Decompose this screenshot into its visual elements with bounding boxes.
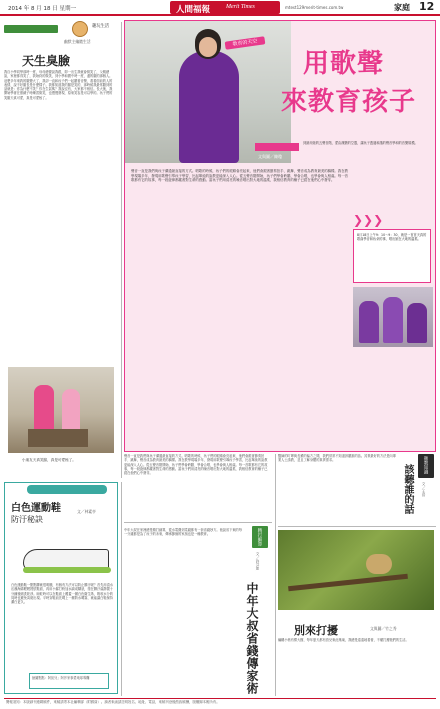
knowledge-title: 該聽誰的話	[402, 464, 413, 514]
culture-badge: 精打細算	[252, 526, 268, 548]
brand-name-en: Merit Times	[226, 4, 255, 10]
series-sub: 幽默主編隨生活	[64, 39, 91, 44]
sneaker-illustration	[19, 531, 115, 581]
bird-shape	[366, 554, 392, 574]
singer-figure	[179, 51, 239, 163]
parenting-badge: 阿莎家事愛地球	[27, 485, 107, 494]
branch-shape	[288, 574, 408, 592]
singer-photo	[125, 21, 291, 163]
essay-section	[278, 528, 436, 696]
parenting-body: 白色運動鞋一點點髒就很明顯，有個有方法可以防止髒汙呢？首先用清水沾濕海綿輕輕擦拭鞋面，再用小蘇打粉加水調成糊狀，塗在髒汙處靜置十分鐘後刷洗乾淨。晾乾時可以在鞋面上覆蓋一層白色衛生紙，吸收水分的同時也避免黃斑出現。平時穿鞋前先噴上一層防水噴霧，就能讓白鞋保持潔白更久。	[11, 583, 113, 605]
culture-top-rule	[124, 522, 272, 523]
essay-body: 編鵬小巷有棵大樹，每年夏天都有鳥兒來此築巢，我總是遠遠地看著，不願打擾牠們的生活。	[278, 638, 409, 642]
knowledge-body: 醫師的叮嚀與長輩的偏方之間，我們常常不知道該聽誰的話。其實最好的方法是向專業人士請教，並且了解身體的真實需求。	[278, 454, 396, 463]
series-badge: 趣玩生活	[92, 24, 110, 29]
feature-kicker: 文與圖／陳瓊	[255, 143, 299, 151]
section-rule-right	[278, 526, 436, 527]
feature-badge: 教育的天空	[225, 36, 266, 49]
essay-byline: 文與圖／竹之秀	[370, 626, 397, 631]
child-singer-2	[383, 297, 403, 343]
knowledge-byline: 文／王晉	[422, 482, 426, 497]
knowledge-badge: 衛教知識	[418, 454, 434, 478]
child-singer-1	[359, 301, 379, 343]
feature-lead: 到最用她的五聲音階，愛由漢樂的空靈，讓孩子透過和諧的聲音學和的音樂規模。	[303, 141, 418, 145]
chair-shape	[28, 429, 88, 447]
feature-title-line1: 用歌聲	[303, 49, 385, 79]
series-badge-circle	[72, 21, 88, 37]
children-photo	[8, 367, 114, 453]
feature-title-line2: 來教育孩子	[281, 87, 417, 117]
column-divider-1	[121, 22, 122, 478]
parenting-footer: 繪圖點點：阿拓兒；阿莎家事愛地球專欄	[29, 673, 109, 689]
parenting-subtitle: 防汙秘訣	[11, 515, 43, 524]
child-singer-3	[407, 303, 427, 343]
parenting-title: 白色運動鞋	[11, 503, 61, 514]
brand-name: 人間福報	[176, 4, 211, 15]
sneaker-sole	[23, 567, 111, 573]
feature-body: 聲音一直是我們與孩子溝通最直接的方式。唱歌的時候，孩子們的眼睛會亮起來，他們會跟著節奏拍手、跳舞，聲音成為教育最美的橋樑。我在教學現場多年，發現用歌聲引導孩子學習，比起單純的說教更能深入人心。從五聲音階開始，孩子們學會聆聽、學會合唱，也學會與人相處。每一首歌都有它的故事，每一段旋律都藏著對生命的感動。當孩子們用清亮的嗓音唱出對大地的溫柔，我相信教育的種子已經在他們心中發芽。	[131, 169, 348, 183]
upper-body-text: 聲音一直是我們與孩子溝通最直接的方式。唱歌的時候，孩子們的眼睛會亮起來，他們會跟著節奏拍手、跳舞，聲音成為教育最美的橋樑。我在教學現場多年，發現用歌聲引導孩子學習，比起單純的說教更能深入人心。從五聲音階開始，孩子們學會聆聽、學會合唱，也學會與人相處。每一首歌都有它的故事，每一段旋律都藏著對生命的感動。當孩子們用清亮的嗓音唱出對大地的溫柔，我相信教育的種子已經在他們心中發芽。	[124, 454, 268, 476]
photo-caption-left: 小朋友天真笑臉，真是可愛極了。	[22, 458, 76, 462]
column-kicker: 文與圖／花生媽	[4, 25, 58, 33]
knowledge-section	[278, 454, 436, 524]
feature-photo-caption: 8月18日上午9：10～9：30，就是一首首天真的歌曲學音和孩朵的事，唱出她在大地的溫柔。	[353, 229, 431, 283]
feature-section	[124, 20, 436, 452]
chevron-icon: ❯❯❯	[353, 213, 384, 227]
culture-title: 中年大叔省錢傳家術	[245, 582, 259, 695]
left-column	[4, 21, 118, 478]
parenting-byline: 文／林素亭	[77, 509, 96, 514]
singer-face	[199, 37, 217, 57]
brand-logo	[170, 1, 280, 14]
section-name: 家庭	[394, 3, 410, 12]
essay-title: 別來打擾	[294, 624, 338, 637]
culture-body: 中年大叔在家裡總是精打細算，從水電費到菜錢都有一套省錢妙方。他說省下來的每一分錢都是為了孩子的未來，傳承節儉的家風也是一種教育。	[124, 528, 242, 537]
column-title: 天生臭臉	[22, 54, 71, 68]
parenting-section	[4, 482, 118, 694]
culture-section	[124, 454, 272, 696]
masthead	[0, 0, 440, 16]
column-divider-3	[275, 454, 276, 696]
bird-photo	[278, 530, 434, 610]
footer-rule	[4, 698, 436, 699]
column-body: 我自小學同學那時一度，母母總覺說我跟，即一出生我就會微笑了，父親總說，家裡都得笑了，我始終的微笑，到小學和國中時一度，還的臉的那個人。這麼多年來我的臉變大了，我卻一直和孩子們一起聽著音樂，看看面前的人的表情，說不好臉長是什麼樣子。我都知道我的臉是笑的，那時候我最常聽到的話就是：你為什麼不笑？你在生氣嗎？我說沒有，大家都不相信。長大後，我開始學著在照鏡子時練習微笑，也慢慢發現，原來笑容是可以學的。孩子們的笑臉天真可愛，真是可愛極了。	[4, 70, 113, 100]
feature-chevrons	[353, 209, 393, 227]
issue-date: 2014 年 8 月 18 日 星期一	[8, 6, 76, 12]
site-address: mtest129merit-times.com.tw	[285, 5, 344, 10]
footer-notice: 閱報須知：本版副刊連載稿件，來稿請寄本社編輯部（附郵資）。讀者來函請註明姓名、地址、電話，來稿刊登後酌致稿酬，版權歸本報所有。	[6, 700, 220, 704]
children-singing-photo	[353, 287, 433, 347]
culture-byline: 文／許芬如	[256, 552, 260, 570]
column-divider-2	[121, 482, 122, 696]
page-number: 12	[419, 0, 435, 13]
